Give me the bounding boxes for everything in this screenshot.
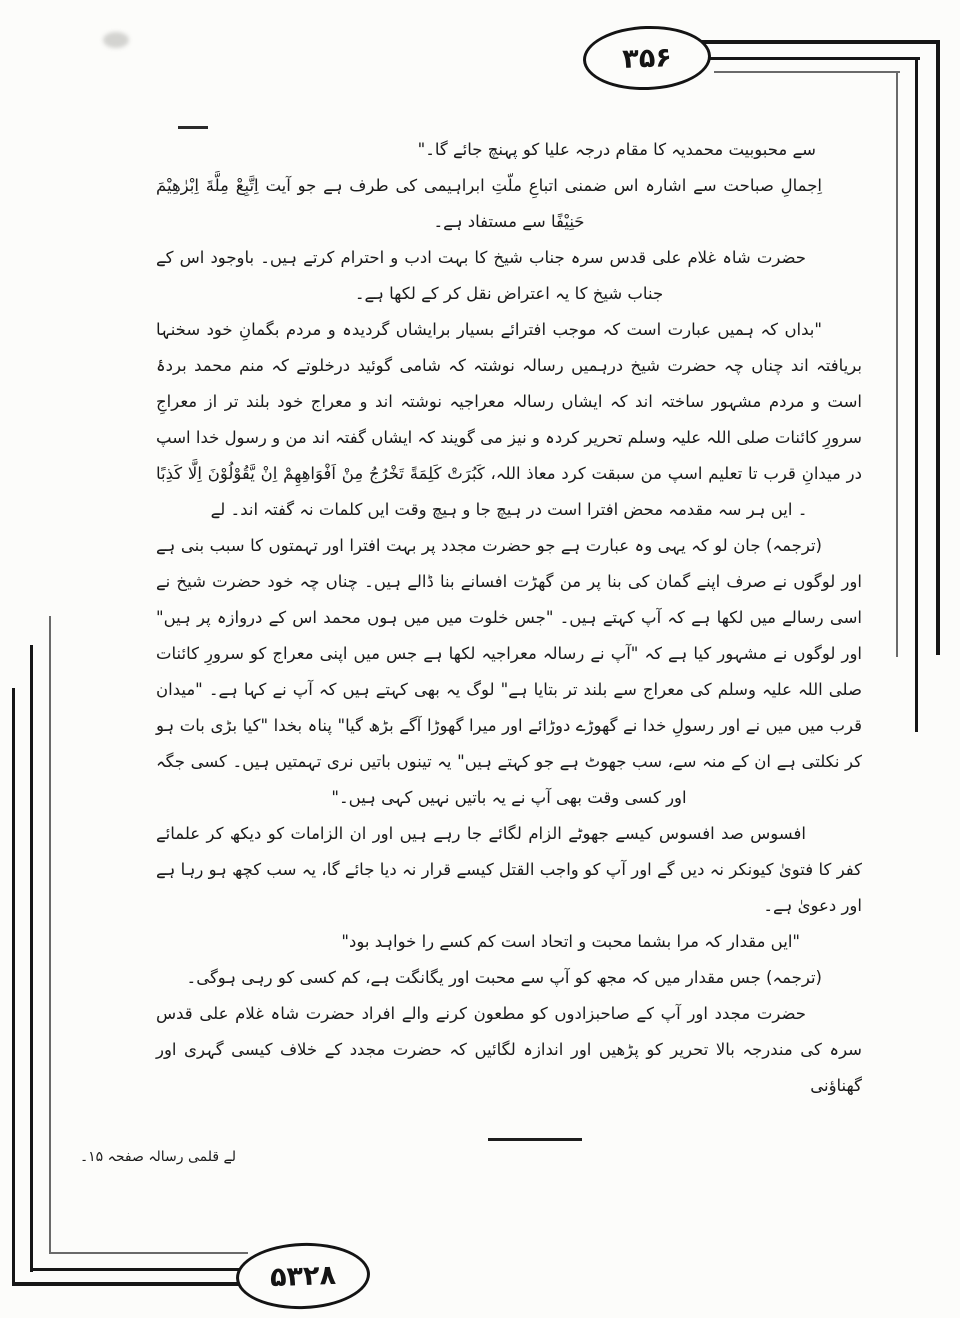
paragraph-5-tarjuma: (ترجمہ) جان لو کہ یہی وہ عبارت ہے جو حضرت مجدد پر بہت افترا اور تہمتوں کا سبب بنی ہے اور لوگوں نے صرف اپنے گمان کی بنا پر من گھڑت افسانے بنا ڈالے ہیں۔ چناں چہ خود حضرت شیخ نے اسی رسالے میں لکھا ہے کہ آپ کہتے ہیں۔ "جس خلوت میں میں ہوں محمد اس کے دروازہ پر ہیں" اور لوگوں نے مشہور کیا ہے کہ "آپ نے رسالہ معراجیہ لکھا ہے جس میں اپنی معراج کو سرورِ کائنات صلی اللہ علیہ وسلم کی معراج سے بلند تر بتایا ہے" لوگ یہ بھی کہتے ہیں کہ آپ نے کہا ہے۔ "میدان قرب میں میں نے اور رسولِ خدا نے گھوڑے دوڑائے اور میرا گھوڑا آگے بڑھ گیا" پناہ بخدا "کیا بڑی بات ہو کر نکلتی ہے ان کے منہ سے، سب جھوٹ ہے جو کہتے ہیں" یہ تینوں باتیں نری تہمتیں ہیں۔ کسی جگہ اور کسی وقت بھی آپ نے یہ باتیں نہیں کہی ہیں۔" — [156, 536, 862, 807]
page-number-top-badge — [582, 24, 712, 92]
footnote-divider-rule — [488, 1138, 582, 1141]
paragraph-9-hazrat-mujaddid: حضرت مجدد اور آپ کے صاحبزادوں کو مطعون کرنے والے افراد حضرت شاہ غلام علی قدس سرہ کی مندرجہ بالا تحریر کو پڑھیں اور اندازہ لگائیں کہ حضرت مجدد کے خلاف کیسی گہری اور گھناؤنی — [156, 1004, 862, 1095]
paragraph-4-persian-quote: "بداں کہ ہمیں عبارت است کہ موجب افترائے بسیار برایشاں گردیدہ و مردم بگمانِ خود سخنہا بریافتہ اند چناں چہ حضرت شیخ درہمیں رسالہ نوشتہ کہ شامی گوئید درخلوتے کہ منم محمد بردۂ است و مردم مشہور ساختہ اند کہ ایشاں رسالہ معراجیہ نوشتہ اند و معراج خود بلند تر از معراجِ سرورِ کائنات صلی اللہ علیہ وسلم تحریر کردہ و نیز می گویند کہ ایشاں گفتہ اند من و رسول خدا اسپ در میدانِ قرب تا تعلیم اسپ من سبقت کرد معاذ اللہ، كَبُرَتْ كَلِمَةً تَخْرُجُ مِنْ اَفْوَاهِهِمْ اِنْ يَّقُوْلُوْنَ اِلَّا كَذِبًا ۔ ایں ہر سہ مقدمہ محض افترا است در ہیچ جا و ہیچ وقت ایں کلمات نہ گفتہ اند۔ لے — [156, 320, 862, 519]
frame-left-line-outer — [12, 688, 15, 1286]
paragraph-3-shah-ghulam-ali: حضرت شاہ غلام علی قدس سرہ جناب شیخ کا بہت ادب و احترام کرتے ہیں۔ باوجود اس کے جناب شیخ کا یہ اعتراض نقل کر کے لکھا ہے۔ — [156, 248, 806, 303]
page-number-bottom-badge — [235, 1241, 371, 1312]
frame-bottom-line-outer — [12, 1282, 246, 1286]
frame-top-line-middle — [708, 57, 920, 60]
margin-dash-mark — [178, 126, 208, 129]
frame-right-line-inner — [896, 71, 898, 657]
paragraph-8-tarjuma-couplet: (ترجمہ) جس مقدار میں کہ مجھ کو آپ سے محبت اور یگانگت ہے، کم کسی کو رہی ہوگی۔ — [186, 968, 822, 987]
paragraph-7-persian-couplet: "ایں مقدار کہ مرا بشما محبت و اتحاد است کم کسے را خواہد بود" — [341, 932, 800, 951]
frame-right-line-middle — [915, 57, 918, 732]
footnote-text: لے قلمی رسالہ صفحہ ۱۵۔ — [79, 1149, 236, 1165]
page-text-block — [156, 132, 862, 1104]
frame-bottom-line-inner — [49, 1252, 248, 1254]
scan-smudge — [103, 32, 129, 48]
frame-left-line-middle — [30, 645, 33, 1272]
frame-top-line-outer — [700, 40, 940, 44]
frame-bottom-line-middle — [30, 1268, 240, 1271]
paragraph-1-continuation: سے محبوبیت محمدیہ کا مقام درجہ علیا کو پہنچ جائے گا۔" — [417, 140, 816, 159]
paragraph-6-afsos: افسوس صد افسوس کیسے جھوٹے الزام لگائے جا رہے ہیں اور ان الزامات کو دیکھ کر علمائے کفر کا فتویٰ کیونکر نہ دیں گے اور آپ کو واجب القتل کیسے قرار نہ دیا جائے گا، یہ سب کچھ ہو رہا ہے اور دعویٰ ہے۔ — [156, 824, 862, 915]
frame-right-line-outer — [936, 40, 940, 655]
frame-top-line-inner — [714, 71, 900, 73]
paragraph-2-ijmal-sabahat: اِجمالِ صباحت سے اشارہ اس ضمنی اتباعِ ملّتِ ابراہیمی کی طرف ہے جو آیت اِتَّبِعْ مِلَّةَ اِبْرٰهِيْمَ حَنِيْفًا سے مستفاد ہے۔ — [156, 176, 822, 231]
page-number-top: ۳۵۶ — [621, 41, 673, 75]
page-number-bottom: ۵۳۲۸ — [269, 1259, 337, 1293]
